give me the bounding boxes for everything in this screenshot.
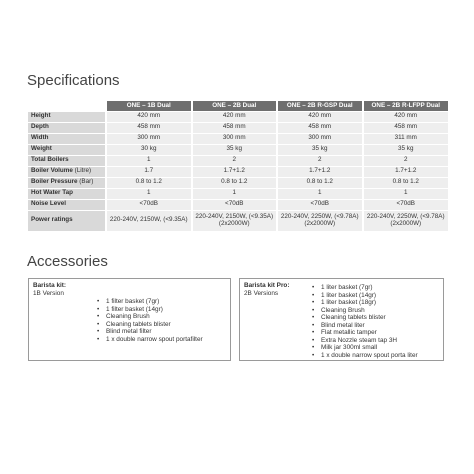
column-header: ONE – 1B Dual [106, 101, 192, 111]
table-cell: 2 [192, 155, 278, 166]
table-cell: 1 [106, 155, 192, 166]
list-item: • Blind metal liter [312, 322, 418, 330]
table-cell: 300 mm [106, 133, 192, 144]
table-cell: <70dB [363, 199, 449, 210]
list-item: • 1 filter basket (14gr) [97, 306, 203, 314]
table-row [28, 166, 448, 177]
list-item: • 1 filter basket (7gr) [97, 298, 203, 306]
table-cell: <70dB [192, 199, 278, 210]
table-row [28, 210, 448, 231]
table-cell: 35 kg [192, 144, 278, 155]
table-cell: 2 [277, 155, 363, 166]
table-cell: <70dB [106, 199, 192, 210]
table-cell: 220-240V, 2150W, (<9.35A) (2x2000W) [192, 210, 278, 231]
table-cell: 1.7+1.2 [192, 166, 278, 177]
kit-name: Barista kit: [33, 282, 67, 289]
list-item: • Flat metallic tamper [312, 329, 418, 337]
column-header: ONE – 2B Dual [192, 101, 278, 111]
kit-version: 1B Version [33, 289, 64, 297]
table-cell: 220-240V, 2250W, (<9.78A) (2x2000W) [363, 210, 449, 231]
kit-item-list [97, 298, 203, 343]
table-cell: 458 mm [192, 122, 278, 133]
table-cell: 30 kg [106, 144, 192, 155]
kit-header [33, 282, 93, 297]
specifications-heading: Specifications [27, 72, 120, 89]
table-row [28, 111, 448, 122]
list-item: • Cleaning Brush [97, 313, 203, 321]
row-label: Hot Water Tap [28, 188, 106, 199]
table-row [28, 133, 448, 144]
table-cell: 0.8 to 1.2 [192, 177, 278, 188]
table-cell: 458 mm [277, 122, 363, 133]
table-row [28, 177, 448, 188]
list-item: • Milk jar 300ml small [312, 344, 418, 352]
table-row [28, 122, 448, 133]
table-cell: <70dB [277, 199, 363, 210]
table-row [28, 144, 448, 155]
table-cell: 458 mm [363, 122, 449, 133]
table-cell: 220-240V, 2250W, (<9.78A) (2x2000W) [277, 210, 363, 231]
table-row [28, 188, 448, 199]
table-cell: 420 mm [192, 111, 278, 122]
row-label: Boiler Pressure (Bar) [28, 177, 106, 188]
row-unit: (Bar) [77, 178, 94, 186]
kit-item-list [312, 284, 418, 359]
table-cell: 35 kg [277, 144, 363, 155]
header-corner-cell [28, 101, 106, 111]
table-cell: 1.7 [106, 166, 192, 177]
list-item: • 1 liter basket (14gr) [312, 292, 418, 300]
table-row [28, 155, 448, 166]
kit-header [244, 282, 304, 297]
row-label: Boiler Volume (Litre) [28, 166, 106, 177]
table-cell: 0.8 to 1.2 [106, 177, 192, 188]
list-item: • 1 liter basket (7gr) [312, 284, 418, 292]
table-cell: 420 mm [106, 111, 192, 122]
row-unit: (Litre) [72, 167, 92, 175]
column-header: ONE – 2B R-LFPP Dual [363, 101, 449, 111]
table-cell: 300 mm [192, 133, 278, 144]
table-cell: 1.7+1.2 [277, 166, 363, 177]
list-item: • Extra Nozzle steam tap 3H [312, 337, 418, 345]
barista-kit-box [28, 278, 231, 361]
table-cell: 458 mm [106, 122, 192, 133]
kit-version: 2B Versions [244, 289, 279, 297]
table-cell: 1 [106, 188, 192, 199]
table-cell: 420 mm [277, 111, 363, 122]
specifications-table [28, 101, 448, 231]
kit-name: Barista kit Pro: [244, 282, 290, 289]
table-cell: 0.8 to 1.2 [277, 177, 363, 188]
table-row [28, 199, 448, 210]
row-label: Power ratings [28, 210, 106, 231]
list-item: • Cleaning Brush [312, 307, 418, 315]
list-item: • 1 liter basket (18gr) [312, 299, 418, 307]
table-cell: 1 [363, 188, 449, 199]
table-cell: 2 [363, 155, 449, 166]
list-item: • Blind metal filter [97, 328, 203, 336]
table-cell: 311 mm [363, 133, 449, 144]
row-label: Weight [28, 144, 106, 155]
row-label: Total Boilers [28, 155, 106, 166]
table-cell: 1.7+1.2 [363, 166, 449, 177]
row-label: Depth [28, 122, 106, 133]
list-item: • 1 x double narrow spout porta liter [312, 352, 418, 360]
table-header-row [28, 101, 448, 111]
accessories-heading: Accessories [27, 253, 108, 270]
table-cell: 220-240V, 2150W, (<9.35A) [106, 210, 192, 231]
column-header: ONE – 2B R-GSP Dual [277, 101, 363, 111]
table-cell: 420 mm [363, 111, 449, 122]
table-cell: 300 mm [277, 133, 363, 144]
table-cell: 0.8 to 1.2 [363, 177, 449, 188]
table-cell: 35 kg [363, 144, 449, 155]
list-item: • Cleaning tablets blister [312, 314, 418, 322]
table-cell: 1 [277, 188, 363, 199]
row-label: Noise Level [28, 199, 106, 210]
row-label: Height [28, 111, 106, 122]
table-cell: 1 [192, 188, 278, 199]
list-item: • Cleaning tablets blister [97, 321, 203, 329]
barista-kit-pro-box [239, 278, 444, 361]
list-item: • 1 x double narrow spout portafilter [97, 336, 203, 344]
row-label: Width [28, 133, 106, 144]
